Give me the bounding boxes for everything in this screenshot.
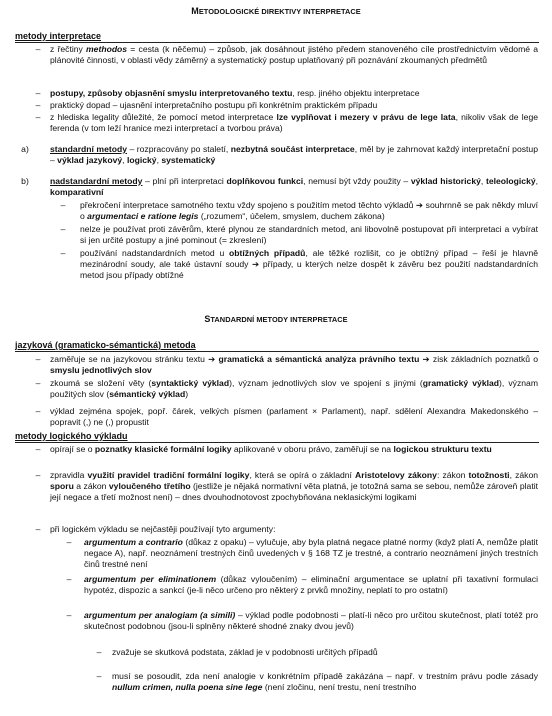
dash-bullet: – <box>66 610 72 620</box>
list-item: praktický dopad – ujasnění interpretačního postupu při konkrétním praktickém případu <box>50 100 378 110</box>
section-divider <box>15 351 539 352</box>
list-item: zvažuje se skutková podstata, základ je v podobnosti určitých případů <box>112 647 378 657</box>
list-item: překročení interpretace samotného textu vždy spojeno s použitím metod těchto výkladů ➔ souhrnně se pak někdy mluví o argumentaci e ratione legis („rozumem“, účelem, smyslem, duchem zákona) <box>80 200 538 221</box>
list-item: standardní metody – rozpracovány po staletí, nezbytná součást interpretace, měl by je zahrnovat každý interpretační postup – výklad jazykový, logický, systematický <box>50 144 538 165</box>
title-initial: M <box>191 6 199 16</box>
list-label-b: b) <box>21 176 29 186</box>
list-item: opírají se o poznatky klasické formální logiky aplikované v oboru právo, zaměřují se na logickou strukturu textu <box>50 444 492 454</box>
list-item: argumentum a contrario (důkaz z opaku) – vylučuje, aby byla platná negace platné normy (když platí A, nemůže platit negace A), např. neoznámení trestných činů uvedených v § 168 TZ je trestné, a contrario neoznámení jiných trestních činů trestné není <box>84 537 538 569</box>
list-item: z řečtiny methodos = cesta (k něčemu) – způsob, jak dosáhnout jistého předem stanoveného cíle prostřednictvím vědomé a plánovité činnosti, v oblasti vědy záměrný a systematický postup uplatňovaný při poznávání zkoumaných předmětů <box>50 44 538 65</box>
list-item: argumentum per analogiam (a simili) – výklad podle podobnosti – platí-li něco pro určitou skutečnost, platí totéž pro skutečnost podobnou (jsou-li splněny některé shodné znaky dvou jevů) <box>84 610 538 631</box>
dash-bullet: – <box>96 671 102 681</box>
list-item: argumentum per eliminationem (důkaz vyloučením) – eliminační argumentace se uplatní při taxativní formulaci hypotéz, dispozic a sankcí (je-li něco určeno pro některý z prvků množiny, neplatí to pro ostatní) <box>84 574 539 595</box>
section-heading-logicka: metody logického výkladu <box>15 431 128 441</box>
list-item: postupy, způsoby objasnění smyslu interpretovaného textu, resp. jiného objektu interpretace <box>50 88 420 98</box>
section-heading-metody-interpretace: metody interpretace <box>15 31 102 41</box>
dash-bullet: – <box>35 444 41 454</box>
section-divider <box>15 442 539 443</box>
dash-bullet: – <box>35 378 41 388</box>
list-item: při logickém výkladu se nejčastěji používají tyto argumenty: <box>50 524 276 534</box>
dash-bullet: – <box>35 524 41 534</box>
dash-bullet: – <box>35 44 41 54</box>
list-item: používání nadstandardních metod u obtížných případů, ale těžké rozlišit, co je obtížný případ – řeší je hlavně mezinárodní soudy, ale také ústavní soudy ➔ případy, u kterých nelze dospět k závěru bez použití nadstandardních metod jsou případy obtížné <box>80 248 539 280</box>
dash-bullet: – <box>66 574 72 584</box>
dash-bullet: – <box>35 354 41 364</box>
dash-bullet: – <box>60 224 66 234</box>
dash-bullet: – <box>35 470 41 480</box>
list-item: musí se posoudit, zda není analogie v konkrétním případě zakázána – např. v trestním právu podle zásady nullum crimen, nulla poena sine lege (není zločinu, není trestu, není trestního <box>112 671 538 692</box>
list-item: nelze je používat proti závěrům, které plynou ze standardních metod, ani libovolně postupovat při interpretaci a vybírat si jen určité postupy a jiné pominout (= zkreslení) <box>80 224 538 245</box>
section-title-standardni-metody: STANDARDNÍ METODY INTERPRETACE <box>204 314 348 324</box>
dash-bullet: – <box>60 200 66 210</box>
list-item: zaměřuje se na jazykovou stránku textu ➔ gramatická a sémantická analýza právního textu ➔ zisk základních poznatků o smyslu jednotlivých slov <box>50 354 539 375</box>
dash-bullet: – <box>96 647 102 657</box>
dash-bullet: – <box>66 537 72 547</box>
section-heading-jazykova: jazyková (gramaticko-sémantická) metoda <box>15 340 196 350</box>
list-label-a: a) <box>21 144 29 154</box>
list-item: zpravidla využití pravidel tradiční formální logiky, která se opírá o základní Aristotelovy zákony: zákon totožnosti, zákon sporu a zákon vyloučeného třetího (jestliže je nějaká normativní věta platná, je totožná sama se sebou, nemůže zároveň platit její negace a třetí možnost není) – dnes dvouhodnotovost zpochybňována neklasickými logikami <box>50 470 539 502</box>
title-rest: ETODOLOGICKÉ DIREKTIVY INTERPRETACE <box>198 7 361 16</box>
section-divider <box>15 42 539 43</box>
list-item: výklad zejména spojek, popř. čárek, velkých písmen (parlament × Parlament), např. sdělení Alexandra Makedonského – popravit (,) ne (,) propustit <box>50 406 538 427</box>
document-title <box>0 6 552 17</box>
dash-bullet: – <box>35 406 41 416</box>
dash-bullet: – <box>60 248 66 258</box>
list-item: z hlediska legality důležité, že pomocí metod interpretace lze vyplňovat i mezery v právu de lege lata, nikoliv však de lege ferenda (v tom leží hranice mezi interpretací a tvorbou práva) <box>50 112 539 133</box>
list-item: zkoumá se složení věty (syntaktický výklad), význam jednotlivých slov ve spojení s jinými (gramatický výklad), význam použitých slov (sémantický výklad) <box>50 378 538 399</box>
list-item: nadstandardní metody – plní při interpretaci doplňkovou funkci, nemusí být vždy použity – výklad historický, teleologický, komparativní <box>50 176 539 197</box>
dash-bullet: – <box>35 88 41 98</box>
dash-bullet: – <box>35 100 41 110</box>
dash-bullet: – <box>35 112 41 122</box>
